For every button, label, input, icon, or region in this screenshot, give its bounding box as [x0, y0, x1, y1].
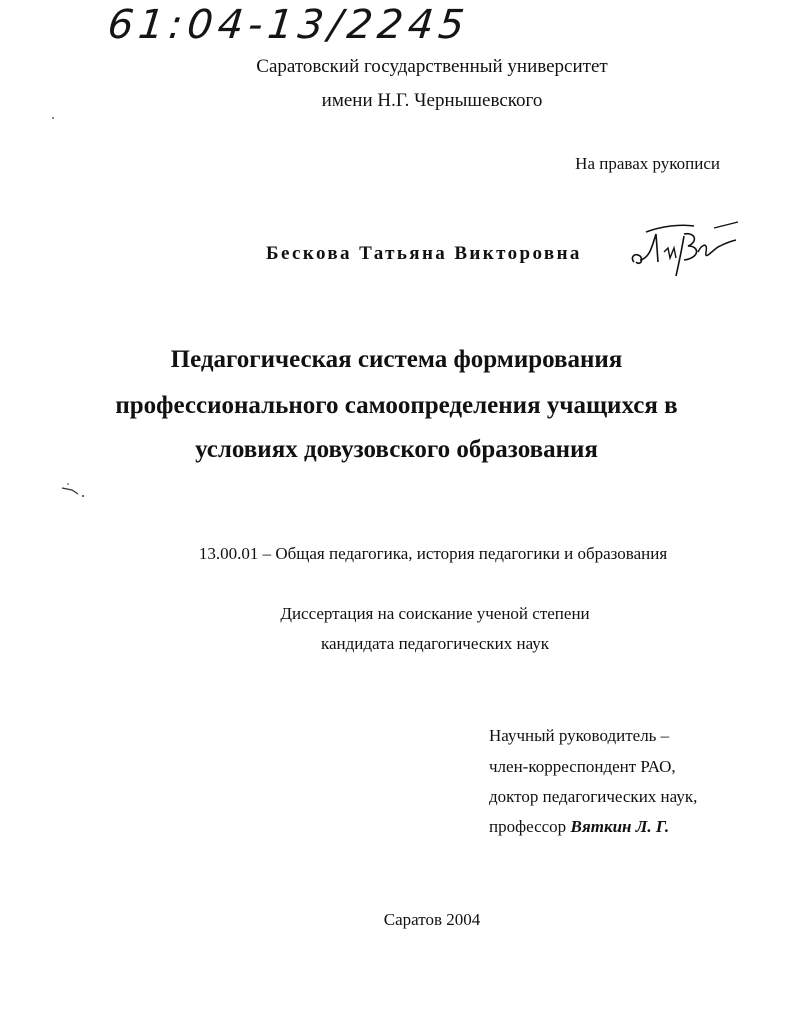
scan-specks [58, 480, 88, 500]
dissertation-title-line-2: профессионального самоопределения учащихся в [115, 392, 678, 419]
signature-icon [628, 218, 740, 278]
scan-speck [52, 117, 54, 119]
university-named-after: имени Н.Г. Чернышевского [321, 90, 543, 111]
supervisor-title: профессор [489, 817, 567, 836]
handwritten-accession-code: 61:04-13/2245 [105, 2, 472, 48]
supervisor-role: Научный руководитель – [489, 726, 670, 745]
city-and-year: Саратов 2004 [383, 910, 481, 929]
supervisor-name-line [489, 817, 669, 837]
supervisor-degree: доктор педагогических наук, [489, 787, 698, 806]
dissertation-title-line-3: условиях довузовского образования [195, 436, 598, 463]
university-name: Саратовский государственный университет [256, 56, 608, 77]
supervisor-name: Вяткин Л. Г. [570, 817, 670, 836]
author-name: Бескова Татьяна Викторовна [266, 243, 582, 264]
dissertation-title-line-1: Педагогическая система формирования [170, 346, 623, 373]
dissertation-degree-line-2: кандидата педагогических наук [320, 634, 550, 653]
specialty-code: 13.00.01 – Общая педагогика, история педагогики и образования [198, 544, 668, 563]
dissertation-degree-line-1: Диссертация на соискание ученой степени [280, 604, 590, 623]
manuscript-rights-note: На правах рукописи [575, 154, 720, 173]
supervisor-membership: член-корреспондент РАО, [489, 757, 676, 776]
